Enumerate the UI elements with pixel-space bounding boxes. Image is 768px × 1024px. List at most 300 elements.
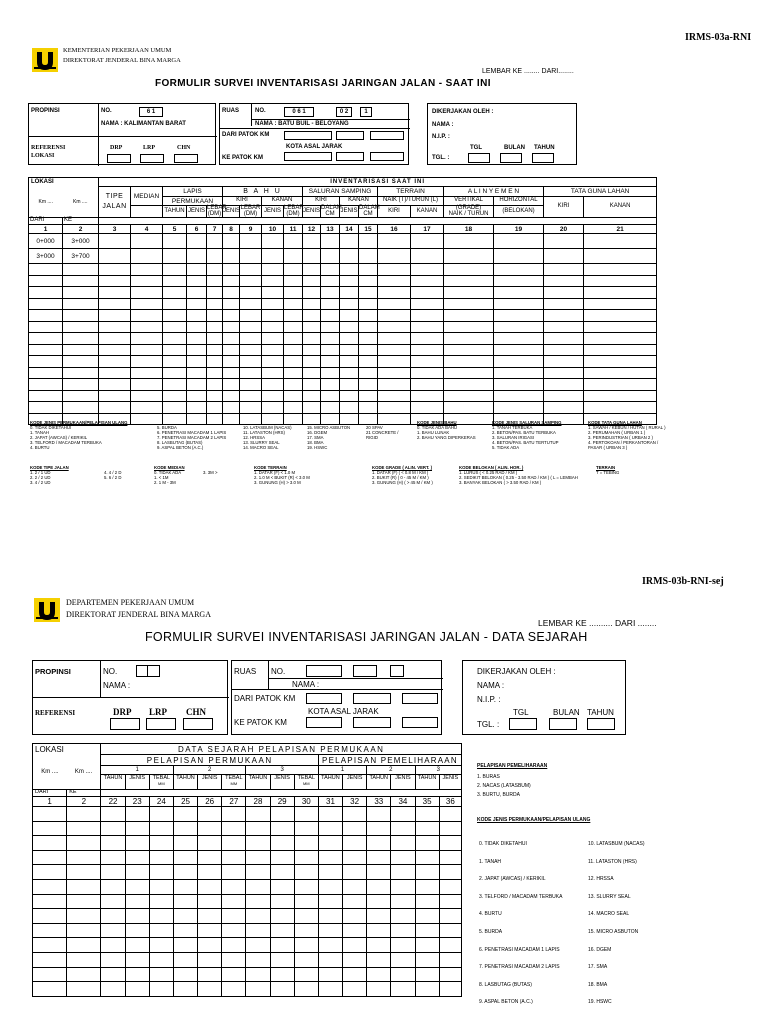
table-cell[interactable] [101, 982, 125, 997]
table-cell[interactable] [101, 894, 125, 909]
table-cell[interactable] [391, 821, 415, 836]
table-cell[interactable] [359, 344, 378, 356]
table-cell[interactable] [163, 333, 187, 345]
table-cell[interactable] [415, 909, 439, 924]
table-cell[interactable] [444, 287, 494, 299]
table-cell[interactable] [125, 938, 149, 953]
table-cell[interactable] [303, 298, 321, 310]
table-cell[interactable] [415, 850, 439, 865]
table-cell[interactable] [415, 952, 439, 967]
table-cell[interactable] [187, 298, 207, 310]
table-cell[interactable] [378, 356, 411, 368]
table-cell[interactable] [29, 298, 63, 310]
table-cell[interactable] [198, 879, 222, 894]
table-cell[interactable] [149, 938, 173, 953]
table-cell[interactable] [262, 310, 284, 322]
table-cell[interactable] [411, 264, 444, 276]
table-cell[interactable] [67, 923, 101, 938]
table-cell[interactable] [284, 379, 303, 391]
table-cell[interactable] [367, 879, 391, 894]
table-cell[interactable] [303, 321, 321, 333]
table-cell[interactable] [284, 344, 303, 356]
table-cell[interactable] [131, 413, 163, 425]
table-cell[interactable] [246, 967, 270, 982]
table-cell[interactable] [262, 379, 284, 391]
table-cell[interactable] [321, 379, 340, 391]
table-cell[interactable] [391, 850, 415, 865]
table-cell[interactable] [494, 356, 544, 368]
table-cell[interactable] [359, 275, 378, 287]
table-cell[interactable] [411, 356, 444, 368]
table-cell[interactable] [321, 249, 340, 264]
table-cell[interactable] [149, 923, 173, 938]
table-cell[interactable] [222, 923, 246, 938]
table-cell[interactable] [63, 310, 99, 322]
table-cell[interactable] [270, 821, 294, 836]
table-cell[interactable] [444, 310, 494, 322]
table-cell[interactable] [367, 836, 391, 851]
table-cell[interactable] [240, 275, 262, 287]
table-cell[interactable] [494, 287, 544, 299]
table-cell[interactable] [321, 402, 340, 414]
table-cell[interactable] [63, 321, 99, 333]
table-cell[interactable] [367, 807, 391, 822]
table-cell[interactable] [321, 264, 340, 276]
table-cell[interactable] [391, 967, 415, 982]
table-cell[interactable] [415, 807, 439, 822]
table-cell[interactable] [67, 982, 101, 997]
table-cell[interactable] [240, 333, 262, 345]
table-cell[interactable] [367, 938, 391, 953]
table-cell[interactable] [544, 402, 584, 414]
table-cell[interactable] [444, 367, 494, 379]
table-cell[interactable] [187, 310, 207, 322]
table-cell[interactable] [343, 909, 367, 924]
table-cell[interactable] [125, 807, 149, 822]
table-cell[interactable] [294, 807, 318, 822]
table-cell[interactable] [411, 249, 444, 264]
table-cell[interactable] [198, 938, 222, 953]
table-cell[interactable] [207, 367, 223, 379]
table-cell[interactable] [240, 287, 262, 299]
table-cell[interactable] [544, 234, 584, 249]
table-cell[interactable] [544, 356, 584, 368]
table-cell[interactable] [101, 807, 125, 822]
table-cell[interactable] [29, 275, 63, 287]
table-cell[interactable] [187, 379, 207, 391]
table-cell[interactable] [343, 938, 367, 953]
table-cell[interactable] [222, 807, 246, 822]
table-cell[interactable] [494, 234, 544, 249]
table-cell[interactable] [262, 287, 284, 299]
table-cell[interactable] [411, 344, 444, 356]
table-cell[interactable] [63, 275, 99, 287]
table-cell[interactable] [207, 390, 223, 402]
table-cell[interactable] [340, 275, 359, 287]
table-cell[interactable] [33, 894, 67, 909]
table-cell[interactable] [163, 402, 187, 414]
table-cell[interactable] [198, 982, 222, 997]
table-cell[interactable] [207, 333, 223, 345]
table-cell[interactable] [125, 865, 149, 880]
table-cell[interactable] [67, 807, 101, 822]
table-cell[interactable] [303, 344, 321, 356]
table-cell[interactable] [294, 923, 318, 938]
table-cell[interactable] [240, 264, 262, 276]
table-cell[interactable] [415, 836, 439, 851]
table-cell[interactable] [187, 367, 207, 379]
propinsi-no-field[interactable] [136, 665, 160, 677]
table-cell[interactable] [222, 836, 246, 851]
ruas-no-field-2[interactable] [353, 665, 377, 677]
table-cell[interactable] [284, 402, 303, 414]
table-cell[interactable] [378, 390, 411, 402]
table-cell[interactable] [67, 879, 101, 894]
table-cell[interactable] [149, 807, 173, 822]
table-cell[interactable] [163, 310, 187, 322]
table-cell[interactable] [240, 249, 262, 264]
table-cell[interactable] [439, 836, 461, 851]
table-cell[interactable] [207, 298, 223, 310]
table-cell[interactable] [99, 356, 131, 368]
table-cell[interactable] [294, 909, 318, 924]
table-cell[interactable] [584, 333, 657, 345]
table-cell[interactable] [544, 310, 584, 322]
table-cell[interactable] [99, 234, 131, 249]
table-cell[interactable] [131, 367, 163, 379]
table-cell[interactable] [439, 982, 461, 997]
table-cell[interactable] [270, 952, 294, 967]
table-cell[interactable] [173, 938, 197, 953]
table-cell[interactable] [444, 298, 494, 310]
table-cell[interactable] [173, 879, 197, 894]
table-cell[interactable] [99, 287, 131, 299]
table-cell[interactable] [378, 344, 411, 356]
table-cell[interactable] [391, 909, 415, 924]
table-cell[interactable] [359, 310, 378, 322]
table-cell[interactable] [284, 333, 303, 345]
table-cell[interactable] [411, 275, 444, 287]
table-cell[interactable] [222, 894, 246, 909]
table-cell[interactable] [303, 390, 321, 402]
table-cell[interactable] [173, 865, 197, 880]
table-cell[interactable] [284, 298, 303, 310]
table-cell[interactable] [494, 390, 544, 402]
table-cell[interactable] [340, 402, 359, 414]
table-cell[interactable] [149, 909, 173, 924]
row-2-from[interactable]: 3+000 [29, 249, 63, 264]
table-cell[interactable] [303, 367, 321, 379]
table-cell[interactable] [321, 298, 340, 310]
table-cell[interactable] [207, 249, 223, 264]
table-cell[interactable] [544, 333, 584, 345]
table-cell[interactable] [439, 821, 461, 836]
table-cell[interactable] [29, 264, 63, 276]
table-cell[interactable] [131, 275, 163, 287]
table-cell[interactable] [494, 344, 544, 356]
table-cell[interactable] [415, 982, 439, 997]
dari-patok-field-2[interactable] [336, 131, 364, 140]
table-cell[interactable] [303, 356, 321, 368]
table-cell[interactable] [207, 356, 223, 368]
table-cell[interactable] [378, 275, 411, 287]
table-cell[interactable] [284, 390, 303, 402]
table-cell[interactable] [294, 836, 318, 851]
table-cell[interactable] [411, 310, 444, 322]
table-cell[interactable] [125, 821, 149, 836]
table-cell[interactable] [149, 865, 173, 880]
dari-patok-field-3[interactable] [402, 693, 438, 704]
table-cell[interactable] [131, 310, 163, 322]
table-cell[interactable] [391, 923, 415, 938]
table-cell[interactable] [367, 909, 391, 924]
lrp-field[interactable] [146, 718, 176, 730]
table-cell[interactable] [378, 321, 411, 333]
table-cell[interactable] [149, 967, 173, 982]
dari-patok-field-3[interactable] [370, 131, 404, 140]
table-cell[interactable] [584, 344, 657, 356]
table-cell[interactable] [303, 310, 321, 322]
table-cell[interactable] [343, 967, 367, 982]
lrp-field[interactable] [140, 154, 164, 163]
table-cell[interactable] [223, 234, 240, 249]
table-cell[interactable] [33, 909, 67, 924]
table-cell[interactable] [246, 850, 270, 865]
table-cell[interactable] [173, 967, 197, 982]
table-cell[interactable] [439, 952, 461, 967]
table-cell[interactable] [494, 379, 544, 391]
table-cell[interactable] [163, 321, 187, 333]
table-cell[interactable] [378, 287, 411, 299]
table-cell[interactable] [222, 909, 246, 924]
date-day-field[interactable] [509, 718, 537, 730]
table-cell[interactable] [99, 275, 131, 287]
table-cell[interactable] [321, 287, 340, 299]
table-cell[interactable] [367, 982, 391, 997]
table-cell[interactable] [222, 821, 246, 836]
table-cell[interactable] [63, 287, 99, 299]
table-cell[interactable] [131, 287, 163, 299]
table-cell[interactable] [187, 344, 207, 356]
table-cell[interactable] [223, 249, 240, 264]
table-cell[interactable] [223, 356, 240, 368]
table-cell[interactable] [125, 982, 149, 997]
table-cell[interactable] [63, 356, 99, 368]
table-cell[interactable] [321, 344, 340, 356]
table-cell[interactable] [584, 310, 657, 322]
table-cell[interactable] [223, 390, 240, 402]
table-cell[interactable] [149, 894, 173, 909]
table-cell[interactable] [584, 356, 657, 368]
table-cell[interactable] [367, 894, 391, 909]
table-cell[interactable] [343, 836, 367, 851]
table-cell[interactable] [198, 821, 222, 836]
table-cell[interactable] [411, 298, 444, 310]
table-cell[interactable] [544, 264, 584, 276]
table-cell[interactable] [99, 390, 131, 402]
table-cell[interactable] [63, 264, 99, 276]
table-cell[interactable] [198, 836, 222, 851]
table-cell[interactable] [340, 310, 359, 322]
table-cell[interactable] [359, 390, 378, 402]
table-cell[interactable] [318, 982, 342, 997]
chn-field[interactable] [174, 154, 198, 163]
table-cell[interactable] [584, 275, 657, 287]
table-cell[interactable] [494, 321, 544, 333]
table-cell[interactable] [131, 333, 163, 345]
table-cell[interactable] [131, 390, 163, 402]
table-cell[interactable] [63, 344, 99, 356]
table-cell[interactable] [207, 287, 223, 299]
table-cell[interactable] [198, 850, 222, 865]
table-cell[interactable] [125, 923, 149, 938]
table-cell[interactable] [411, 390, 444, 402]
table-cell[interactable] [223, 275, 240, 287]
table-cell[interactable] [149, 879, 173, 894]
table-cell[interactable] [378, 298, 411, 310]
table-cell[interactable] [262, 333, 284, 345]
table-cell[interactable] [340, 413, 359, 425]
table-cell[interactable] [63, 390, 99, 402]
table-cell[interactable] [321, 234, 340, 249]
table-cell[interactable] [198, 923, 222, 938]
table-cell[interactable] [207, 310, 223, 322]
table-cell[interactable] [222, 982, 246, 997]
table-cell[interactable] [67, 909, 101, 924]
table-cell[interactable] [198, 952, 222, 967]
table-cell[interactable] [415, 923, 439, 938]
table-cell[interactable] [411, 333, 444, 345]
table-cell[interactable] [29, 333, 63, 345]
table-cell[interactable] [391, 879, 415, 894]
dari-patok-field[interactable] [306, 693, 342, 704]
table-cell[interactable] [318, 938, 342, 953]
table-cell[interactable] [173, 850, 197, 865]
table-cell[interactable] [321, 275, 340, 287]
table-cell[interactable] [391, 836, 415, 851]
table-cell[interactable] [163, 234, 187, 249]
table-cell[interactable] [173, 982, 197, 997]
table-cell[interactable] [99, 310, 131, 322]
table-cell[interactable] [99, 321, 131, 333]
table-cell[interactable] [33, 982, 67, 997]
table-cell[interactable] [359, 287, 378, 299]
dari-patok-field[interactable] [284, 131, 332, 140]
table-cell[interactable] [584, 367, 657, 379]
table-cell[interactable] [367, 967, 391, 982]
table-cell[interactable] [544, 287, 584, 299]
table-cell[interactable] [163, 298, 187, 310]
table-cell[interactable] [544, 379, 584, 391]
table-cell[interactable] [29, 367, 63, 379]
table-cell[interactable] [262, 298, 284, 310]
table-cell[interactable] [378, 333, 411, 345]
table-cell[interactable] [391, 982, 415, 997]
table-cell[interactable] [99, 379, 131, 391]
table-cell[interactable] [284, 310, 303, 322]
table-cell[interactable] [33, 850, 67, 865]
table-cell[interactable] [284, 413, 303, 425]
table-cell[interactable] [494, 310, 544, 322]
table-cell[interactable] [101, 879, 125, 894]
table-cell[interactable] [207, 275, 223, 287]
table-cell[interactable] [411, 287, 444, 299]
table-cell[interactable] [444, 344, 494, 356]
drp-field[interactable] [110, 718, 140, 730]
table-cell[interactable] [33, 865, 67, 880]
table-cell[interactable] [439, 938, 461, 953]
table-cell[interactable] [240, 367, 262, 379]
table-cell[interactable] [294, 967, 318, 982]
table-cell[interactable] [198, 909, 222, 924]
table-cell[interactable] [544, 298, 584, 310]
table-cell[interactable] [359, 321, 378, 333]
table-cell[interactable] [99, 402, 131, 414]
table-cell[interactable] [223, 367, 240, 379]
table-cell[interactable] [262, 321, 284, 333]
table-cell[interactable] [318, 850, 342, 865]
table-cell[interactable] [411, 321, 444, 333]
table-cell[interactable] [173, 923, 197, 938]
table-cell[interactable] [240, 310, 262, 322]
ruas-no-field-1[interactable]: 0 6 1 [284, 107, 314, 117]
table-cell[interactable] [240, 390, 262, 402]
table-cell[interactable] [444, 402, 494, 414]
table-cell[interactable] [343, 982, 367, 997]
table-cell[interactable] [444, 264, 494, 276]
table-cell[interactable] [33, 967, 67, 982]
table-cell[interactable] [340, 333, 359, 345]
table-cell[interactable] [321, 310, 340, 322]
table-cell[interactable] [173, 807, 197, 822]
table-cell[interactable] [33, 923, 67, 938]
table-cell[interactable] [444, 234, 494, 249]
table-cell[interactable] [343, 807, 367, 822]
table-cell[interactable] [246, 952, 270, 967]
table-cell[interactable] [444, 390, 494, 402]
table-cell[interactable] [415, 938, 439, 953]
table-cell[interactable] [294, 938, 318, 953]
table-cell[interactable] [321, 390, 340, 402]
table-cell[interactable] [391, 865, 415, 880]
table-cell[interactable] [207, 379, 223, 391]
table-cell[interactable] [99, 298, 131, 310]
table-cell[interactable] [222, 952, 246, 967]
table-cell[interactable] [131, 234, 163, 249]
table-cell[interactable] [101, 967, 125, 982]
table-cell[interactable] [494, 402, 544, 414]
table-cell[interactable] [99, 333, 131, 345]
table-cell[interactable] [163, 344, 187, 356]
table-cell[interactable] [444, 275, 494, 287]
table-cell[interactable] [303, 379, 321, 391]
table-cell[interactable] [101, 821, 125, 836]
table-cell[interactable] [223, 264, 240, 276]
table-cell[interactable] [246, 879, 270, 894]
table-cell[interactable] [318, 821, 342, 836]
table-cell[interactable] [222, 938, 246, 953]
table-cell[interactable] [367, 865, 391, 880]
table-cell[interactable] [163, 249, 187, 264]
table-cell[interactable] [131, 249, 163, 264]
table-cell[interactable] [284, 275, 303, 287]
table-cell[interactable] [223, 344, 240, 356]
table-cell[interactable] [101, 938, 125, 953]
table-cell[interactable] [378, 234, 411, 249]
table-cell[interactable] [359, 234, 378, 249]
dari-patok-field-2[interactable] [353, 693, 391, 704]
table-cell[interactable] [439, 865, 461, 880]
